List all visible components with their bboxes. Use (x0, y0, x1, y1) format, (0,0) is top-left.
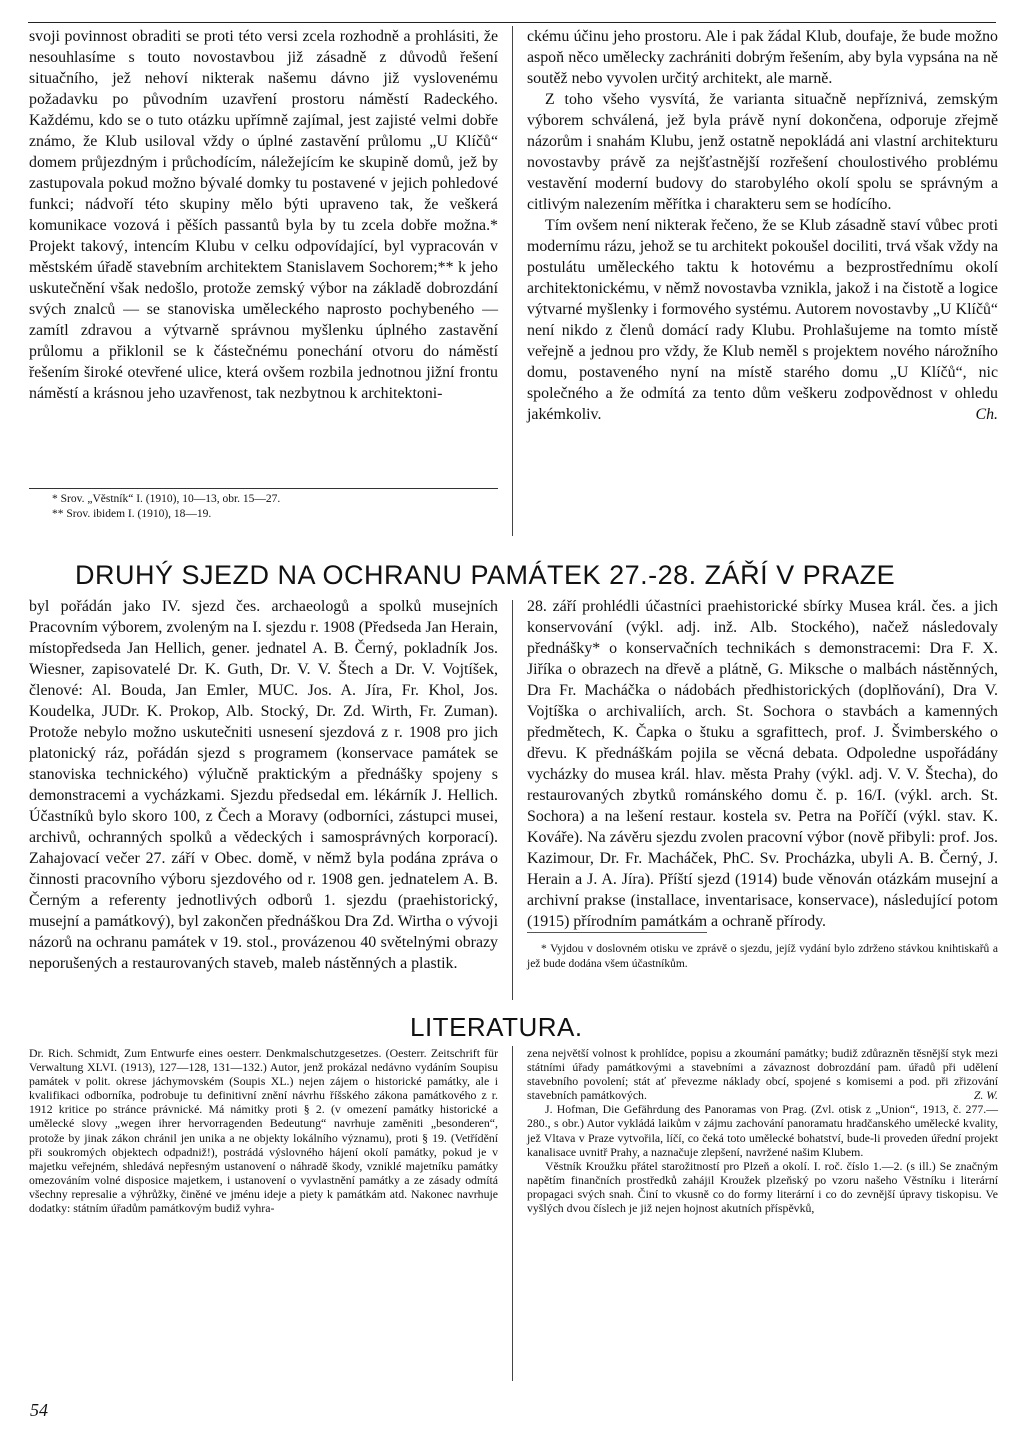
column-divider (512, 26, 513, 536)
congress-left-column (29, 596, 498, 974)
page-number: 54 (30, 1400, 48, 1420)
congress-text: byl pořádán jako IV. sjezd čes. archaeologů a spolků musejních Pracovním výborem, zvoleným na I. sjezdu r. 1908 (Předseda Jan Herain, místopředseda Jan Hellich, gener. jednatel A. B. Černý, pokladník Jos. Wiesner, zapisovatelé Dr. K. Guth, Dr. V. V. Štech a Dr. V. Vojtíšek, členové: Al. Bouda, Jan Emler, MUC. Jos. A. Jíra, Fr. Khol, Jos. Koudelka, JUDr. K. Prokop, Alb. Stocký, Dr. Zd. Wirth, Fr. Zuman). Protože nebylo možno uskutečniti usnesení sjezdová z r. 1908 pro jich platonický ráz, pořádán sjezd s programem (konservace památek se stanoviska technického) výlučně praktickým a přednášky spojeny s demonstracemi a vycházkami. Sjezdu předsedal em. lékárník J. Hellich. Účastníků bylo skoro 100, z Čech a Moravy (odborníci, zástupci musei, archivů, ochranných spolků a vědeckých i samosprávných korporací). Zahajovací večer 27. září v Obec. domě, v němž byla podána zpráva o činnosti pracovního výboru sjezdového od r. 1908 gen. jednatelem A. B. Černým a referenty jednotlivých odborů 1. sjezdu (praehistorický, musejní a památkový), byl zakončen přednáškou Dra Zd. Wirtha o vývoji názorů na ochranu památek v 19. stol., provázenou 40 světelnými obrazy neporušených a restaurovaných staveb, maleb nástěnných a plastik. (29, 598, 498, 972)
article-left-column (29, 26, 498, 404)
footnote: ** Srov. ibidem I. (1910), 18—19. (52, 508, 212, 520)
footnote: * Srov. „Věstník“ I. (1910), 10—13, obr. 15—27. (52, 493, 281, 505)
literature-right-column (527, 1046, 998, 1215)
footnote-separator (527, 932, 707, 933)
author-signature: Ch. (975, 406, 998, 423)
article-footnotes (52, 492, 492, 522)
literature-left-column (29, 1046, 498, 1215)
column-divider (512, 600, 513, 1000)
article-right-paragraph: Z toho všeho vysvítá, že varianta situačně nepříznivá, zemským výborem schválená, jež byla právě nyní dokončena, odporuje zřejmě názorům i snahám Klubu, jenž ostatně nepokládá ani vlastní architekturu novostavby právě za nejšťastnější rozřešení choulostivého problému vestavění moderní budovy do starobylého okolí spolu se správným a citlivým nalezením měřítka i charakteru sem se hodícího. (527, 91, 998, 213)
paragraph-text: Tím ovšem není nikterak řečeno, že se Klub zásadně staví vůbec proti modernímu rázu, jehož se tu architekt pokoušel dociliti, trvá však vždy na postulátu uměleckého taktu k hotovému a bezprostřednímu okolí architektonickému, v němž novostavba vznikla, jakož i na čistotě a logice výtvarné myšlenky i formového systému. Autorem novostavby „U Klíčů“ není nikdo z členů domácí rady Klubu. Prohlašujeme na tomto místě veřejně a jednou pro vždy, že Klub neměl s projektem nového nárožního domu, postaveného nyní na místě starého domu „U Klíčů“, nic společného a že odmítá za tento dům veškeru zodpovědnost v ohledu jakémkoliv. (527, 217, 998, 423)
reviewer-signature: Z. W. (973, 1088, 998, 1103)
footnote-separator (29, 488, 498, 489)
article-right-paragraph (527, 215, 998, 425)
article-left-paragraph: svoji povinnost obraditi se proti této versi zcela rozhodně a prohlásiti, že nesouhlasíme s touto novostavbou již zásadně z důvodů řešení situačního, jež nehoví nikterak našemu dávno již vyslovenému požadavku po původním uzavření prostoru náměstí Radeckého. Každému, kdo se o tuto otázku upřímně zajímal, jest zajisté velmi dobře známo, že Klub usiloval vždy o úplné zastavění průlomu „U Klíčů“ domem průjezdným i průchodícím, náležejícím ke skupině domů, jež by zastupovala pokud možno bývalé domky tu postavené v jejich pohledové funkci; nádvoří této skupiny mělo býti upraveno tak, že veškerá komunikace vozová i pěších passantů byla by tu zcela dobře možna.* Projekt takový, intencím Klubu v celku odpovídající, byl vypracován v městském úřadě stavebním architektem Stanislavem Sochorem;** k jeho uskutečnění však nedošlo, protože zemský výbor na základě dobrozdání svých znalců — se stanoviska uměleckého naprosto pochybeného — zamítl zdravou a výtvarně správnou myšlenku úplného zastavění průlomu a přiklonil se k částečnému ponechání otvoru do náměstí řešením široké otevřené ulice, která ovšem rozbila jednotnou jižní frontu náměstí a krásnou jeho uzavřenost, tak nezbytnou k architektoni- (29, 28, 498, 402)
article-right-paragraph: ckému účinu jeho prostoru. Ale i pak žádal Klub, doufaje, že bude možno aspoň něco umělecky zachrániti dobrým řešením, aby byla vypsána na ně soutěž nebo vyvolen určitý architekt, ale marně. (527, 28, 998, 87)
column-divider (512, 1046, 513, 1381)
literature-heading: LITERATURA. (410, 1012, 583, 1042)
literature-review: Věstník Kroužku přátel starožitností pro Plzeň a okolí. I. roč. číslo 1.—2. (s ill.) Se značným napětím finančních prostředků zahájil Kroužek plzeňský po vzoru našeho Věstníku i literární propagaci svých snah. Činí to vkusně co do formy literární i co do zevnější úpravy tiskopisu. Ve vyšlých dvou číslech je již nejen hojnost akutních příspěvků, (527, 1158, 998, 1216)
congress-heading: DRUHÝ SJEZD NA OCHRANU PAMÁTEK 27.-28. ZÁŘÍ V PRAZE (75, 560, 896, 590)
congress-text: 28. září prohlédli účastníci praehistorické sbírky Musea král. čes. a jich konservování (výkl. adj. inž. Alb. Stockého), načež následovaly přednášky* o konservačních technikách s demonstracemi: Dra F. X. Jiříka o obrazech na dřevě a plátně, G. Miksche o malbách nástěnných, Dra Fr. Macháčka o nádobách předhistorických (doplňování), Dra V. Vojtíška o archivaliích, arch. St. Sochora o stavbách a kamenných předmětech, K. Čapka o štuku a sgrafittech, prof. J. Švimberského o dřevu. K přednáškám pojila se věcná debata. Odpoledne uspořádány vycházky do musea král. hlav. města Prahy (výkl. adj. V. V. Štecha), do restaurovaných zbytků románského domu č. p. 16/I. (výkl. arch. St. Sochora) a na lešení restaur. kostela sv. Petra na Poříčí (výkl. stav. K. Kováře). Na závěru sjezdu zvolen pracovní výbor (nově přibyli: prof. Jos. Kazimour, Dr. Fr. Macháček, PhC. Sv. Procházka, ubyli A. B. Černý, J. Herain a J. A. Jíra). Příští sjezd (1914) bude věnován otázkám musejní a archivní prakse (installace, inventarisace, konservace), následující potom (1915) přírodním památkám a ochraně přírody. (527, 598, 998, 930)
article-right-column (527, 26, 998, 425)
congress-footnote: * Vyjdou v doslovném otisku ve zprávě o sjezdu, jejíž vydání bylo zdrženo stávkou knihtiskařů a jež bude dodána všem účastníkům. (527, 943, 998, 970)
review-text: zena největší volnost k prohlídce, popisu a zkoumání památky; budiž zdůrazněn těsnější styk mezi státními úřady památkovými a stavebními a závaznost dobrozdání pam. úřadů při udělení stavebního povolení; stát ať převezme náklady obcí, spojené s komisemi a pod. při zřizování stavebních památkových. (527, 1046, 998, 1103)
literature-review: Dr. Rich. Schmidt, Zum Entwurfe eines oesterr. Denkmalschutzgesetzes. (Oesterr. Zeitschrift für Verwaltung XLVI. (1913), 127—128, 131—132.) Autor, jenž prokázal nedávno vydáním Soupisu památek v polit. okrese jáchymovském (Soupis XL.) nejen zájem o historické památky, ale i kvalifikaci odborníka, podrobuje tu definitivní znění návrhu říšského zákona památkového z r. 1912 kritice po stránce právnické. Má námitky proti § 2. (v omezení památky historické a umělecké slovy „wegen ihrer hervorragenden Bedeutung“ navrhuje zaměniti „besonderen“, protože by jinak zákon chránil jen unika a ne objekty lokálního významu), proti § 19. (Vetřídění při soukromých objektech odpadniž!), postrádá výslovného hájení okolí památky, pokud je v majetku veřejném, shledává nepřesným ustanovení o náhradě škody, vzniklé majetníku památky omezováním volné disposice majetkem, i ustanovení o vyvlastnění památky a ze zásady odmítá všechny represalie a výhrůžky, činěné ve jménu ideje a piety k památkám atd. Nakonec navrhuje dodatky: státním úřadům památkovým budiž vyhra- (29, 1046, 498, 1216)
congress-right-column (527, 596, 998, 932)
literature-review: J. Hofman, Die Gefährdung des Panoramas von Prag. (Zvl. otisk z „Union“, 1913, č. 277.—280., s obr.) Autor vykládá laikům v zájmu zachování panoramatu hradčanského umělecké kvality, jež Vltava v Praze vytvořila, líčí, co čeká toto umělecké bohatství, bude-li proveden úřední projekt kanalisace uvnitř Prahy, a naznačuje zlepšení, navržené našim Klubem. (527, 1102, 998, 1159)
top-rule (28, 22, 996, 23)
literature-review (527, 1046, 998, 1102)
